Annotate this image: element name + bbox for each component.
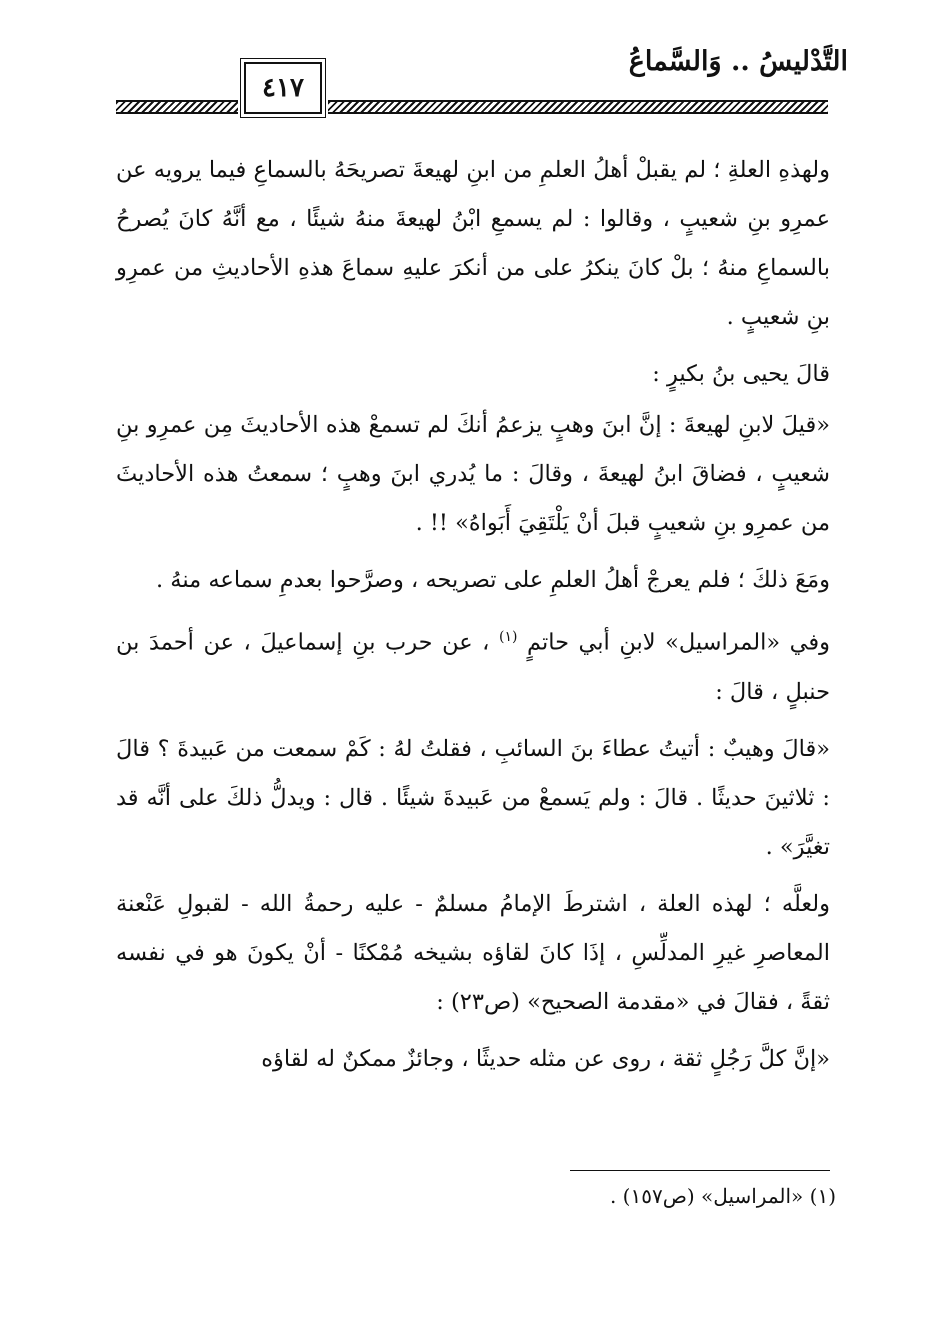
paragraph: قالَ يحيى بنُ بكيرٍ : bbox=[652, 361, 830, 387]
header-rule-left bbox=[116, 100, 238, 114]
running-title: التَّدْليسُ .. وَالسَّماعُ bbox=[628, 46, 848, 77]
footnote: (١) «المراسيل» (ص١٥٧) . bbox=[609, 1184, 836, 1208]
footnote-marker: (١) bbox=[498, 629, 518, 645]
header-rule-right bbox=[328, 100, 828, 114]
body-text bbox=[116, 146, 830, 1092]
paragraph: ولعلَّه ؛ لهذه العلة ، اشترطَ الإمامُ مسلمٌ - عليه رحمةُ الله - لقبولِ عَنْعنة المعاصرِ غيرِ المدلِّسِ ، إذَا كانَ لقاؤه بشيخه مُمْكنًا - أنْ يكونَ هو في نفسه ثقةً ، فقالَ في «مقدمة الصحيح» (ص٢٣) : bbox=[116, 890, 831, 1015]
quotation-paragraph: «قالَ وهيبٌ : أتيتُ عطاءَ بنَ السائبِ ، فقلتُ لهُ : كَمْ سمعت من عَبيدةَ ؟ قالَ : ثلاثينَ حديثًا . قالَ : ولم يَسمعْ من عَبيدةَ شيئًا . قال : ويدلُّ ذلكَ على أنَّه قد تغيَّرَ» . bbox=[116, 735, 830, 860]
citation-text-continued: ، عن حرب بنِ إسماعيلَ ، عن أحمدَ بن حنبلٍ ، قالَ : bbox=[116, 629, 830, 705]
paragraph: ومَعَ ذلكَ ؛ فلم يعرجْ أهلُ العلمِ على تصريحه ، وصرَّحوا بعدمِ سماعه منهُ . bbox=[155, 567, 830, 593]
paragraph bbox=[116, 613, 830, 717]
citation-text: وفي «المراسيل» لابنِ أبي حاتمٍ bbox=[526, 629, 830, 656]
paragraph: ولهذهِ العلةِ ؛ لم يقبلْ أهلُ العلمِ من ابنِ لهيعةَ تصريحَهُ بالسماعِ فيما يرويه عن عمرِو بنِ شعيبٍ ، وقالوا : لم يسمعِ ابْنُ لهيعةَ منهُ شيئًا ، مع أنَّهُ كانَ يُصرحُ بالسماعِ منهُ ؛ بلْ كانَ ينكرُ على من أنكرَ عليهِ سماعَ هذهِ الأحاديثِ من عمرِو بنِ شعيبٍ . bbox=[116, 157, 830, 330]
quotation-paragraph: «إنَّ كلَّ رَجُلٍ ثقة ، روى عن مثله حديثًا ، وجائزٌ ممكنٌ له لقاؤه bbox=[261, 1045, 830, 1072]
quotation-paragraph: «قيلَ لابنِ لهيعةَ : إنَّ ابنَ وهبٍ يزعمُ أنكَ لم تسمعْ هذه الأحاديثَ مِن عمرِو بنِ شعيبٍ ، فضاقَ ابنُ لهيعةَ ، وقالَ : ما يُدري ابنَ وهبٍ ؛ سمعتُ هذه الأحاديثَ من عمرِو بنِ شعيبٍ قبلَ أنْ يَلْتَقِيَ أَبَواهُ» !! . bbox=[116, 412, 830, 536]
footnote-divider bbox=[570, 1170, 830, 1171]
page-number: ٤١٧ bbox=[244, 62, 322, 114]
